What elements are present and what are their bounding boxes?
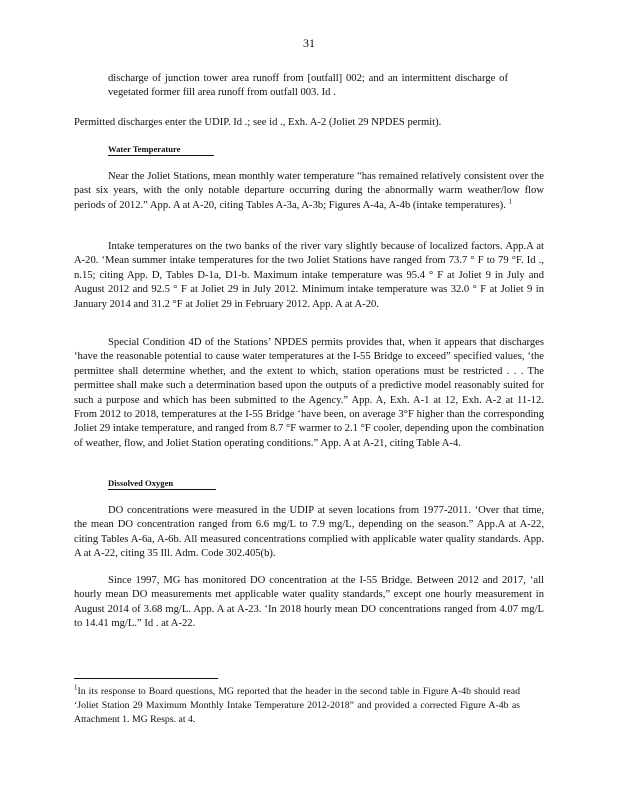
heading-underline (108, 155, 214, 156)
paragraph-5-text: Since 1997, MG has monitored DO concentration at the I-55 Bridge. Between 2012 and 2017, ‘all hourly mean DO measurements met applicable water quality standards,” except one hourly measurement in August 2014 of 3.68 mg/L. App. A at A-23. ‘In 2018 hourly mean DO concentrations ranged from 4.07 mg/L to 14.41 mg/L.” Id . at A-22. (74, 575, 544, 630)
permitted-discharges-paragraph (74, 116, 544, 130)
paragraph-2-text: Intake temperatures on the two banks of the river vary slightly because of localized factors. App.A at A-20. ‘Mean summer intake temperatures for the two Joliet Stations have ranged from 73.7 ° F to 79 °F. Id ., n.15; citing App. D, Tables D-1a, D1-b. Maximum intake temperature was 95.4 ° F at Joliet 9 in July and August 2012 and 92.5 ° F at Joliet 29 in July 2012. Minimum intake temperature was 32.0 ° F at Joliet 9 in January 2014 and 31.2 °F at Joliet 29 in February 2012. App. A at A-20. (74, 241, 544, 310)
paragraph-4-text: DO concentrations were measured in the UDIP at seven locations from 1977-2011. ‘Over that time, the mean DO concentration ranged from 6.6 mg/L to 7.9 mg/L, depending on the season.” App.A at A-22, citing Tables A-6a, A-6b. All measured concentrations complied with applicable water quality standards. App. A at A-22, citing 35 Ill. Adm. Code 302.405(b). (74, 505, 544, 560)
paragraph-5 (74, 574, 544, 632)
paragraph-2 (74, 240, 544, 312)
paragraph-3-text: Special Condition 4D of the Stations’ NPDES permits provides that, when it appears that discharges ‘have the reasonable potential to cause water temperatures at the I-55 Bridge to exceed” specified values, ‘the permittee shall determine whether, and the extent to which, station operations must be restricted . . . The permittee shall make such a determination based upon the outputs of a predictive model reasonably suited for such a purpose and which has been submitted to the Agency.” App. A, Exh. A-1 at 12, Exh. A-2 at 11-12. From 2012 to 2018, temperatures at the I-55 Bridge ‘have been, on average 3°F higher than the corresponding Joliet 29 intake temperature, and ranged from 8.7 °F warmer to 2.1 °F cooler, depending upon the combination of weather, flow, and Joliet Station operating conditions.” App. A at A-21, citing Table A-4. (74, 337, 544, 449)
heading-underline (108, 489, 216, 490)
footnote-separator (74, 678, 218, 679)
block-quote (108, 72, 508, 101)
dissolved-oxygen-heading (108, 478, 179, 488)
water-temperature-heading (108, 144, 186, 154)
permitted-discharges-text: Permitted discharges enter the UDIP. Id .; see id ., Exh. A-2 (Joliet 29 NPDES permit). (74, 117, 442, 128)
water-temperature-heading-text: Water Temperature (108, 144, 181, 154)
page-number: 31 (303, 36, 315, 50)
footnote-reference: 1 (508, 197, 513, 206)
footnote-marker: 1 (74, 683, 78, 692)
footnote-text: In its response to Board questions, MG reported that the header in the second table in Figure A-4b should read ‘Joliet Station 29 Maximum Monthly Intake Temperature 2012-2018” and provided a corrected Figure A-4b as Attachment 1. MG Resps. at 4. (74, 686, 520, 725)
footnote (74, 685, 520, 726)
paragraph-4 (74, 504, 544, 562)
paragraph-1-text: Near the Joliet Stations, mean monthly water temperature “has remained relatively consistent over the past six years, with the only notable departure occurring during the abnormally warm weather/low flow periods of 2012.” App. A at A-20, citing Tables A-3a, A-3b; Figures A-4a, A-4b (intake temperatures). (74, 171, 544, 211)
dissolved-oxygen-heading-text: Dissolved Oxygen (108, 478, 174, 488)
paragraph-1 (74, 170, 544, 213)
paragraph-3 (74, 336, 544, 451)
block-quote-text: discharge of junction tower area runoff from [outfall] 002; and an intermittent discharge of vegetated former fill area runoff from outfall 003. Id . (108, 73, 508, 99)
